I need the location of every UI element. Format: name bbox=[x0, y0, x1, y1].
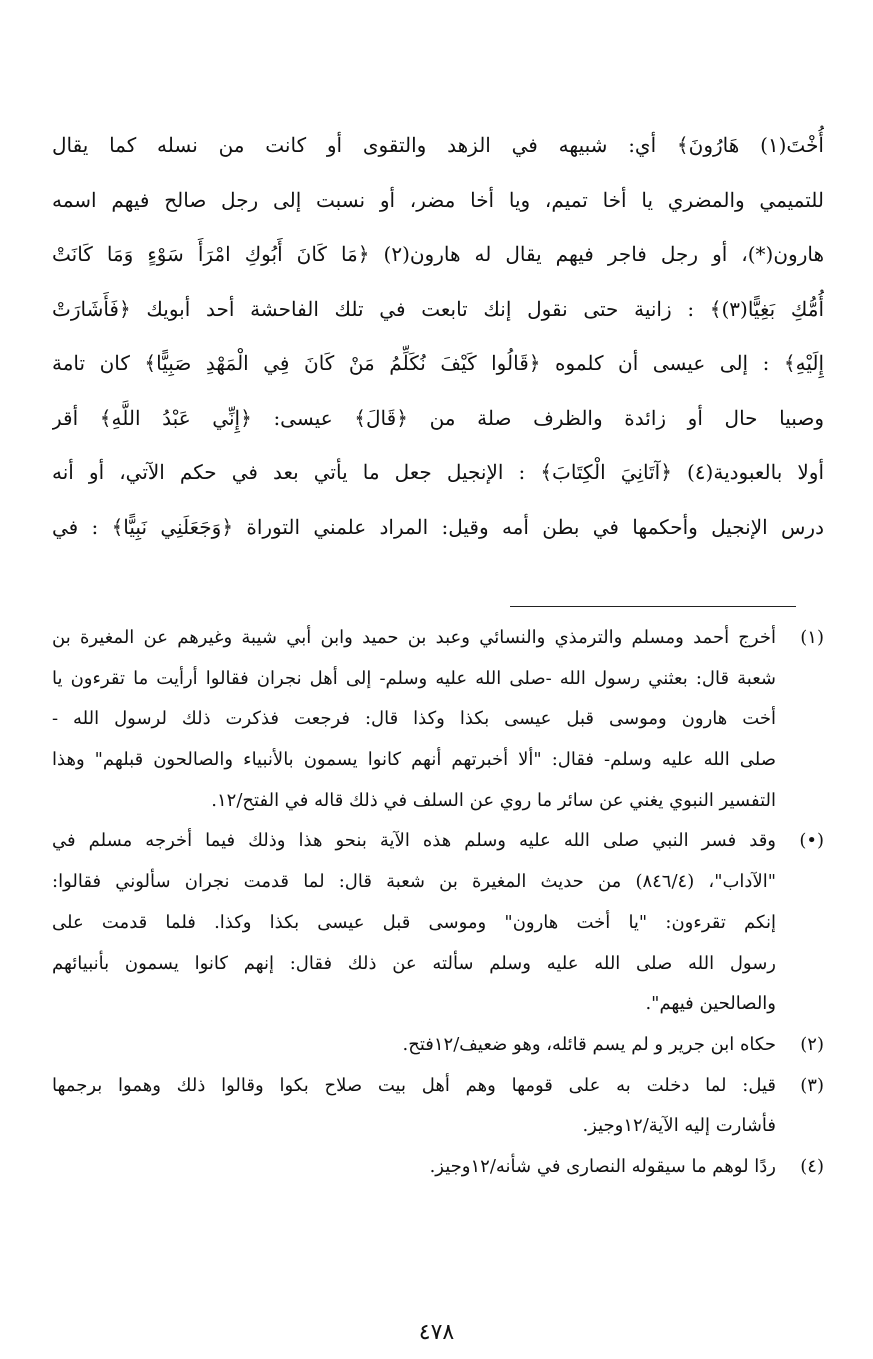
page-number: ٤٧٨ bbox=[418, 1320, 455, 1345]
main-text-line: درس الإنجيل وأحكمها في بطن أمه وقيل: المراد علمني التوراة ﴿وَجَعَلَنِي نَبِيًّا﴾ : في bbox=[52, 514, 824, 539]
footnote-marker: (٢) bbox=[800, 1033, 824, 1055]
footnote-line: "الآداب"، (٨٤٦/٤) من حديث المغيرة بن شعبة قال: لما قدمت نجران سألوني فقالوا: bbox=[52, 871, 776, 893]
footnote-marker: (٣) bbox=[800, 1074, 824, 1096]
main-text-line: أولا بالعبودية(٤) ﴿آتَانِيَ الْكِتَابَ﴾ : الإنجيل جعل ما يأتي بعد في حكم الآتي، أو أنه bbox=[52, 460, 824, 484]
footnote-line: قيل: لما دخلت به على قومها وهم أهل بيت صلاح بكوا وقالوا ذلك وهموا برجمها bbox=[52, 1074, 776, 1096]
footnote-line: أخرج أحمد ومسلم والترمذي والنسائي وعبد بن حميد وابن أبي شيبة وغيرهم عن المغيرة بن bbox=[52, 627, 776, 648]
footnote-line: والصالحين فيهم". bbox=[645, 993, 776, 1015]
footnote-line: شعبة قال: بعثني رسول الله -صلى الله عليه وسلم- إلى أهل نجران فقالوا أرأيت ما تقرءون يا bbox=[52, 667, 776, 689]
footnote-line: التفسير النبوي يغني عن سائر ما روي عن السلف في ذلك قاله في الفتح/١٢. bbox=[211, 789, 776, 811]
footnote-1 bbox=[52, 618, 824, 821]
footnote-marker: (١) bbox=[800, 627, 824, 648]
main-text-line: أُخْتَ(١) هَارُونَ﴾ أي: شبيهه في الزهد والتقوى أو كانت من نسله كما يقال bbox=[52, 133, 824, 157]
footnote-line: إنكم تقرءون: "يا أخت هارون" وموسى قبل عيسى بكذا وكذا. فلما قدمت على bbox=[52, 911, 776, 933]
main-text-line: وصبيا حال أو زائدة والظرف صلة من ﴿قَالَ﴾ عيسى: ﴿إِنِّي عَبْدُ اللَّهِ﴾ أقر bbox=[52, 405, 824, 430]
main-text-line: إِلَيْهِ﴾ : إلى عيسى أن كلموه ﴿قَالُوا كَيْفَ نُكَلِّمُ مَنْ كَانَ فِي الْمَهْدِ صَبِيًّا﴾ كان تامة bbox=[52, 351, 824, 375]
footnote-marker: (٤) bbox=[800, 1155, 824, 1177]
footnote-line: حكاه ابن جرير و لم يسم قائله، وهو ضعيف/١٢فتح. bbox=[402, 1033, 776, 1055]
main-text-line: للتميمي والمضري يا أخا تميم، ويا أخا مضر، أو نسبت إلى رجل صالح فيهم اسمه bbox=[52, 187, 824, 212]
main-text-line: هارون(*)، أو رجل فاجر فيهم يقال له هارون(٢) ﴿مَا كَانَ أَبُوكِ امْرَأَ سَوْءٍ وَمَا كَانَتْ bbox=[52, 242, 824, 266]
footnote-line: أخت هارون وموسى قبل عيسى بكذا وكذا قال: فرجعت فذكرت ذلك لرسول الله - bbox=[52, 708, 776, 730]
footnote-line: ردًا لوهم ما سيقوله النصارى في شأنه/١٢وجيز. bbox=[429, 1155, 776, 1177]
footnote-4 bbox=[52, 1147, 824, 1188]
footnote-line: فأشارت إليه الآية/١٢وجيز. bbox=[582, 1115, 776, 1137]
footnotes bbox=[52, 618, 824, 1188]
footnote-divider bbox=[510, 606, 796, 607]
main-text-line: أُمُّكِ بَغِيًّا(٣)﴾ : زانية حتى نقول إنك تابعت في تلك الفاحشة أحد أبويك ﴿فَأَشَارَتْ bbox=[52, 296, 824, 321]
footnote-line: وقد فسر النبي صلى الله عليه وسلم هذه الآية بنحو هذا وذلك فيما أخرجه مسلم في bbox=[52, 830, 776, 852]
footnote-line: رسول الله صلى الله عليه وسلم سألته عن ذلك فقال: إنهم كانوا يسمون بأنبيائهم bbox=[52, 952, 776, 974]
footnote-star bbox=[52, 821, 824, 1024]
main-text bbox=[52, 118, 824, 554]
footnote-line: صلى الله عليه وسلم- فقال: "ألا أخبرتهم أنهم كانوا يسمون بالأنبياء والصالحون قبلهم" وهذا bbox=[52, 749, 776, 771]
footnote-2 bbox=[52, 1025, 824, 1066]
footnote-3 bbox=[52, 1066, 824, 1147]
footnote-marker: (•) bbox=[799, 830, 824, 852]
